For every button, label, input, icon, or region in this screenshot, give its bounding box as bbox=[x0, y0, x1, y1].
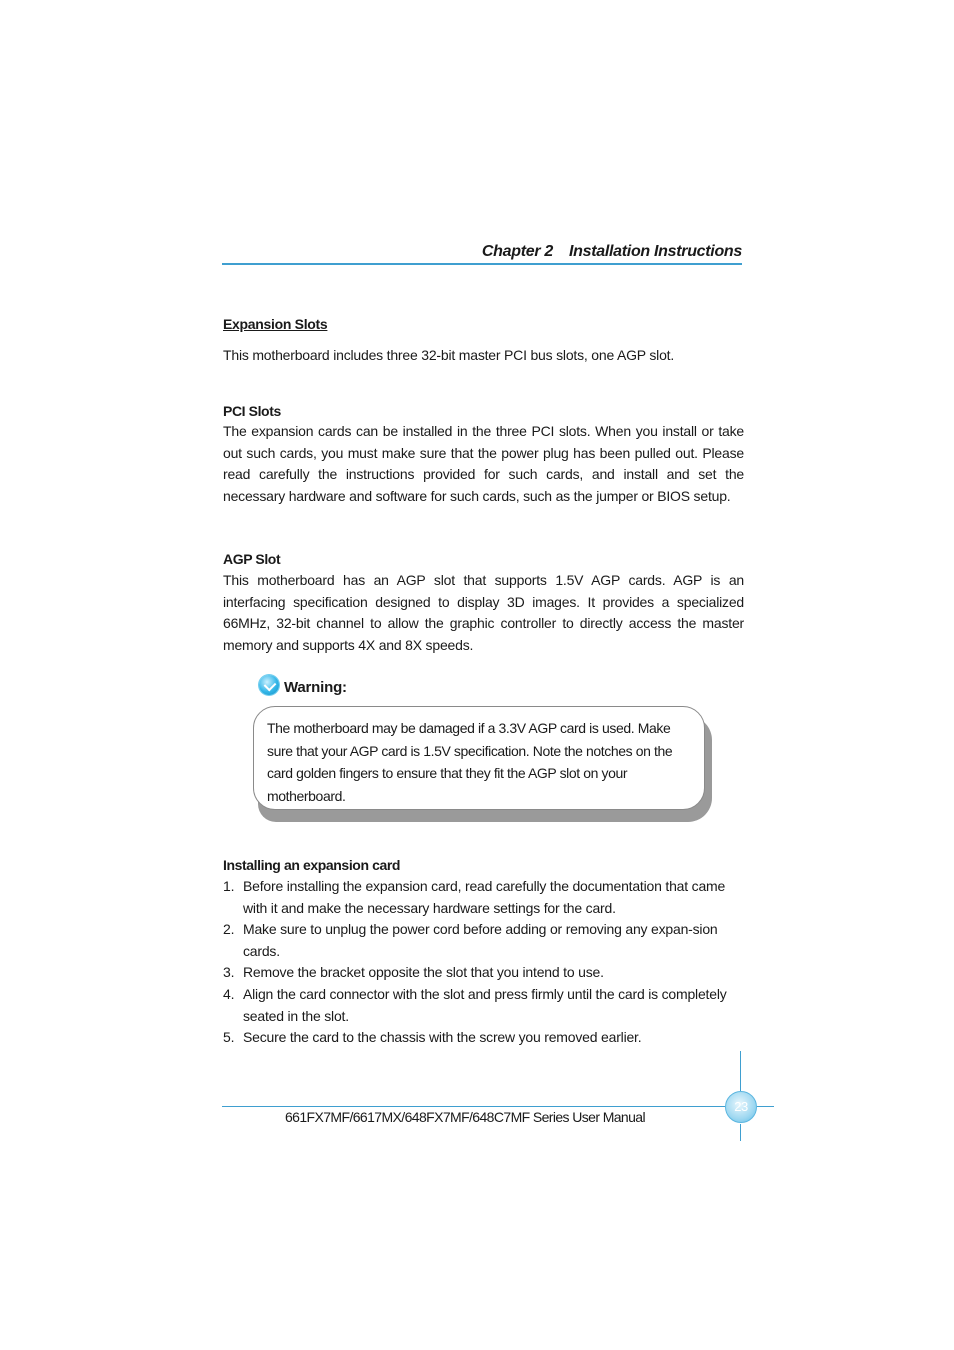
install-steps bbox=[223, 876, 743, 1049]
install-step bbox=[223, 919, 743, 962]
warning-box bbox=[253, 706, 705, 810]
warning-icon bbox=[259, 675, 279, 695]
footer-rule bbox=[222, 1106, 725, 1107]
step-text: Secure the card to the chassis with the screw you removed earlier. bbox=[243, 1029, 642, 1046]
step-number: 4. bbox=[223, 985, 235, 1002]
warning-text: The motherboard may be damaged if a 3.3V AGP card is used. Make sure that your AGP card is 1.5V specification. Note the notches on the card golden fingers to ensure that they fit the AGP slot on your motherboard. bbox=[267, 720, 673, 804]
section-title: Expansion Slots bbox=[223, 316, 328, 332]
install-heading: Installing an expansion card bbox=[223, 857, 401, 873]
footer-rule-right bbox=[757, 1106, 774, 1107]
install-step bbox=[223, 962, 743, 984]
chapter-title: Installation Instructions bbox=[569, 243, 742, 260]
step-number: 5. bbox=[223, 1029, 235, 1046]
page-marker-line-top bbox=[740, 1051, 741, 1091]
pci-heading: PCI Slots bbox=[223, 403, 281, 419]
step-text: Make sure to unplug the power cord before adding or removing any expan-sion cards. bbox=[243, 921, 718, 959]
footer-manual-title: 661FX7MF/6617MX/648FX7MF/648C7MF Series User Manual bbox=[285, 1109, 646, 1125]
step-text: Remove the bracket opposite the slot that you intend to use. bbox=[243, 964, 604, 981]
pci-text: The expansion cards can be installed in the three PCI slots. When you install or take out such cards, you must make sure that the power plug has been pulled out. Please read carefully the instructions provided for such cards, and install and set the necessary hardware and software for such cards, such as the jumper or BIOS setup. bbox=[223, 423, 744, 504]
step-number: 1. bbox=[223, 878, 235, 894]
install-step bbox=[223, 876, 743, 919]
agp-heading: AGP Slot bbox=[223, 551, 281, 567]
step-text: Align the card connector with the slot and press firmly until the card is completely seated in the slot. bbox=[243, 985, 727, 1024]
install-step bbox=[223, 984, 743, 1027]
agp-text: This motherboard has an AGP slot that supports 1.5V AGP cards. AGP is an interfacing specification designed to display 3D images. It provides a specialized 66MHz, 32-bit channel to allow the graphic controller to directly access the master memory and supports 4X and 8X speeds. bbox=[223, 572, 744, 653]
page-marker-line-bottom bbox=[740, 1124, 741, 1141]
step-number: 3. bbox=[223, 964, 235, 981]
header-rule bbox=[222, 263, 742, 265]
chapter-number: Chapter 2 bbox=[481, 243, 554, 260]
warning-label: Warning: bbox=[284, 679, 347, 696]
step-number: 2. bbox=[223, 921, 235, 938]
install-step bbox=[223, 1027, 743, 1049]
page-number: 23 bbox=[725, 1091, 757, 1123]
chapter-header bbox=[222, 243, 742, 261]
section-intro: This motherboard includes three 32-bit master PCI bus slots, one AGP slot. bbox=[223, 347, 675, 363]
step-text: Before installing the expansion card, read carefully the documentation that came with it and make the necessary hardware settings for the card. bbox=[243, 878, 726, 916]
